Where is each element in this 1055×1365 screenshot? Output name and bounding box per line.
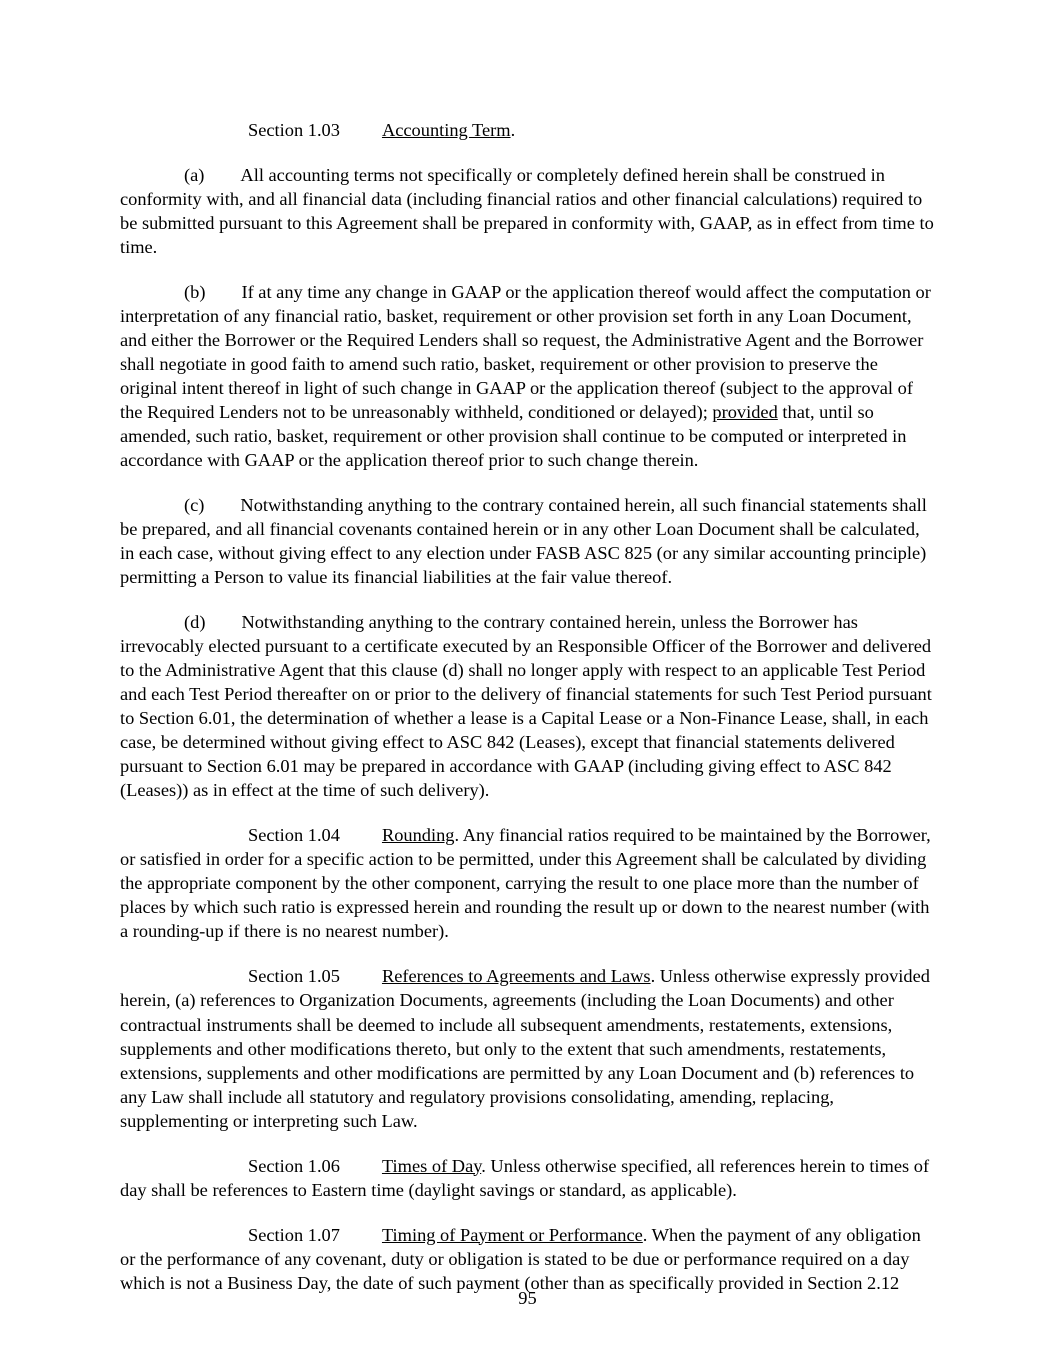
section-heading-1-03 [120,118,935,142]
paragraph-emphasis-provided: provided [712,402,778,423]
paragraph-marker: (b) [184,282,206,303]
section-title: Times of Day [381,1155,482,1176]
document-body [120,118,935,1295]
section-title: Timing of Payment or Performance [381,1224,643,1245]
paragraph-1-03-b [120,280,935,472]
page-number: 95 [518,1288,537,1308]
paragraph-text-part-2: that, until so amended, such ratio, basket, requirement or other provision shall continue to be computed or interpreted in accordance with GAAP or the application thereof prior to such change therein. [120,402,907,471]
paragraph-text: All accounting terms not specifically or completely defined herein shall be construed in conformity with, and all financial data (including financial ratios and other financial calculations) required to be submitted pursuant to this Agreement shall be prepared in conformity with, GAAP, as in effect from time to time. [120,165,934,258]
section-number: Section 1.05 [248,966,340,987]
section-title-suffix: . [510,120,516,140]
section-number: Section 1.04 [248,825,340,846]
section-number: Section 1.03 [248,120,340,140]
paragraph-marker: (c) [184,495,205,516]
section-body: . When the payment of any obligation or the performance of any covenant, duty or obligation is stated to be due or performance required on a day which is not a Business Day, the date of such payment (other than as specifically provided in Section 2.12 [120,1224,921,1293]
paragraph-1-03-c [120,493,935,589]
section-1-07 [120,1223,935,1295]
paragraph-1-03-a [120,163,935,259]
paragraph-text-part-1: If at any time any change in GAAP or the application thereof would affect the computation or interpretation of any financial ratio, basket, requirement or other provision set forth in any Loan Document, and either the Borrower or the Required Lenders shall so request, the Administrative Agent and the Borrower shall negotiate in good faith to amend such ratio, basket, requirement or other provision to preserve the original intent thereof in light of such change in GAAP or the application thereof (subject to the approval of the Required Lenders not to be unreasonably withheld, conditioned or delayed); [120,282,931,423]
paragraph-text: Notwithstanding anything to the contrary contained herein, all such financial statements shall be prepared, and all financial covenants contained herein or in any other Loan Document shall be calculated, in each case, without giving effect to any election under FASB ASC 825 (or any similar accounting principle) permitting a Person to value its financial liabilities at the fair value thereof. [120,495,927,588]
section-title: References to Agreements and Laws [381,966,651,987]
paragraph-marker: (d) [184,612,206,633]
paragraph-marker: (a) [184,165,205,186]
paragraph-text: Notwithstanding anything to the contrary contained herein, unless the Borrower has irrevocably elected pursuant to a certificate executed by an Responsible Officer of the Borrower and delivered to the Administrative Agent that this clause (d) shall no longer apply with respect to an applicable Test Period and each Test Period thereafter on or prior to the delivery of financial statements for such Test Period pursuant to Section 6.01, the determination of whether a lease is a Capital Lease or a Non-Finance Lease, shall, in each case, be determined without giving effect to ASC 842 (Leases), except that financial statements delivered pursuant to Section 6.01 may be prepared in accordance with GAAP (including giving effect to ASC 842 (Leases)) as in effect at the time of such delivery). [120,612,932,801]
section-1-06 [120,1154,935,1202]
section-body: . Unless otherwise expressly provided herein, (a) references to Organization Documents, agreements (including the Loan Documents) and other contractual instruments shall be deemed to include all subsequent amendments, restatements, extensions, supplements and other modifications thereto, but only to the extent that such amendments, restatements, extensions, supplements and other modifications are permitted by any Loan Document and (b) references to any Law shall include all statutory and regulatory provisions consolidating, amending, replacing, supplementing or interpreting such Law. [120,966,930,1131]
section-1-05 [120,964,935,1132]
section-body: . Any financial ratios required to be maintained by the Borrower, or satisfied in order for a specific action to be permitted, under this Agreement shall be calculated by dividing the appropriate component by the other component, carrying the result to one place more than the number of places by which such ratio is expressed herein and rounding the result up or down to the nearest number (with a rounding-up if there is no nearest number). [120,825,931,942]
section-title: Rounding [381,825,455,846]
section-1-04 [120,823,935,943]
paragraph-1-03-d [120,610,935,802]
section-number: Section 1.06 [248,1155,340,1176]
section-number: Section 1.07 [248,1224,340,1245]
section-title: Accounting Term [381,120,511,140]
section-body: . Unless otherwise specified, all references herein to times of day shall be references to Eastern time (daylight savings or standard, as applicable). [120,1155,930,1200]
